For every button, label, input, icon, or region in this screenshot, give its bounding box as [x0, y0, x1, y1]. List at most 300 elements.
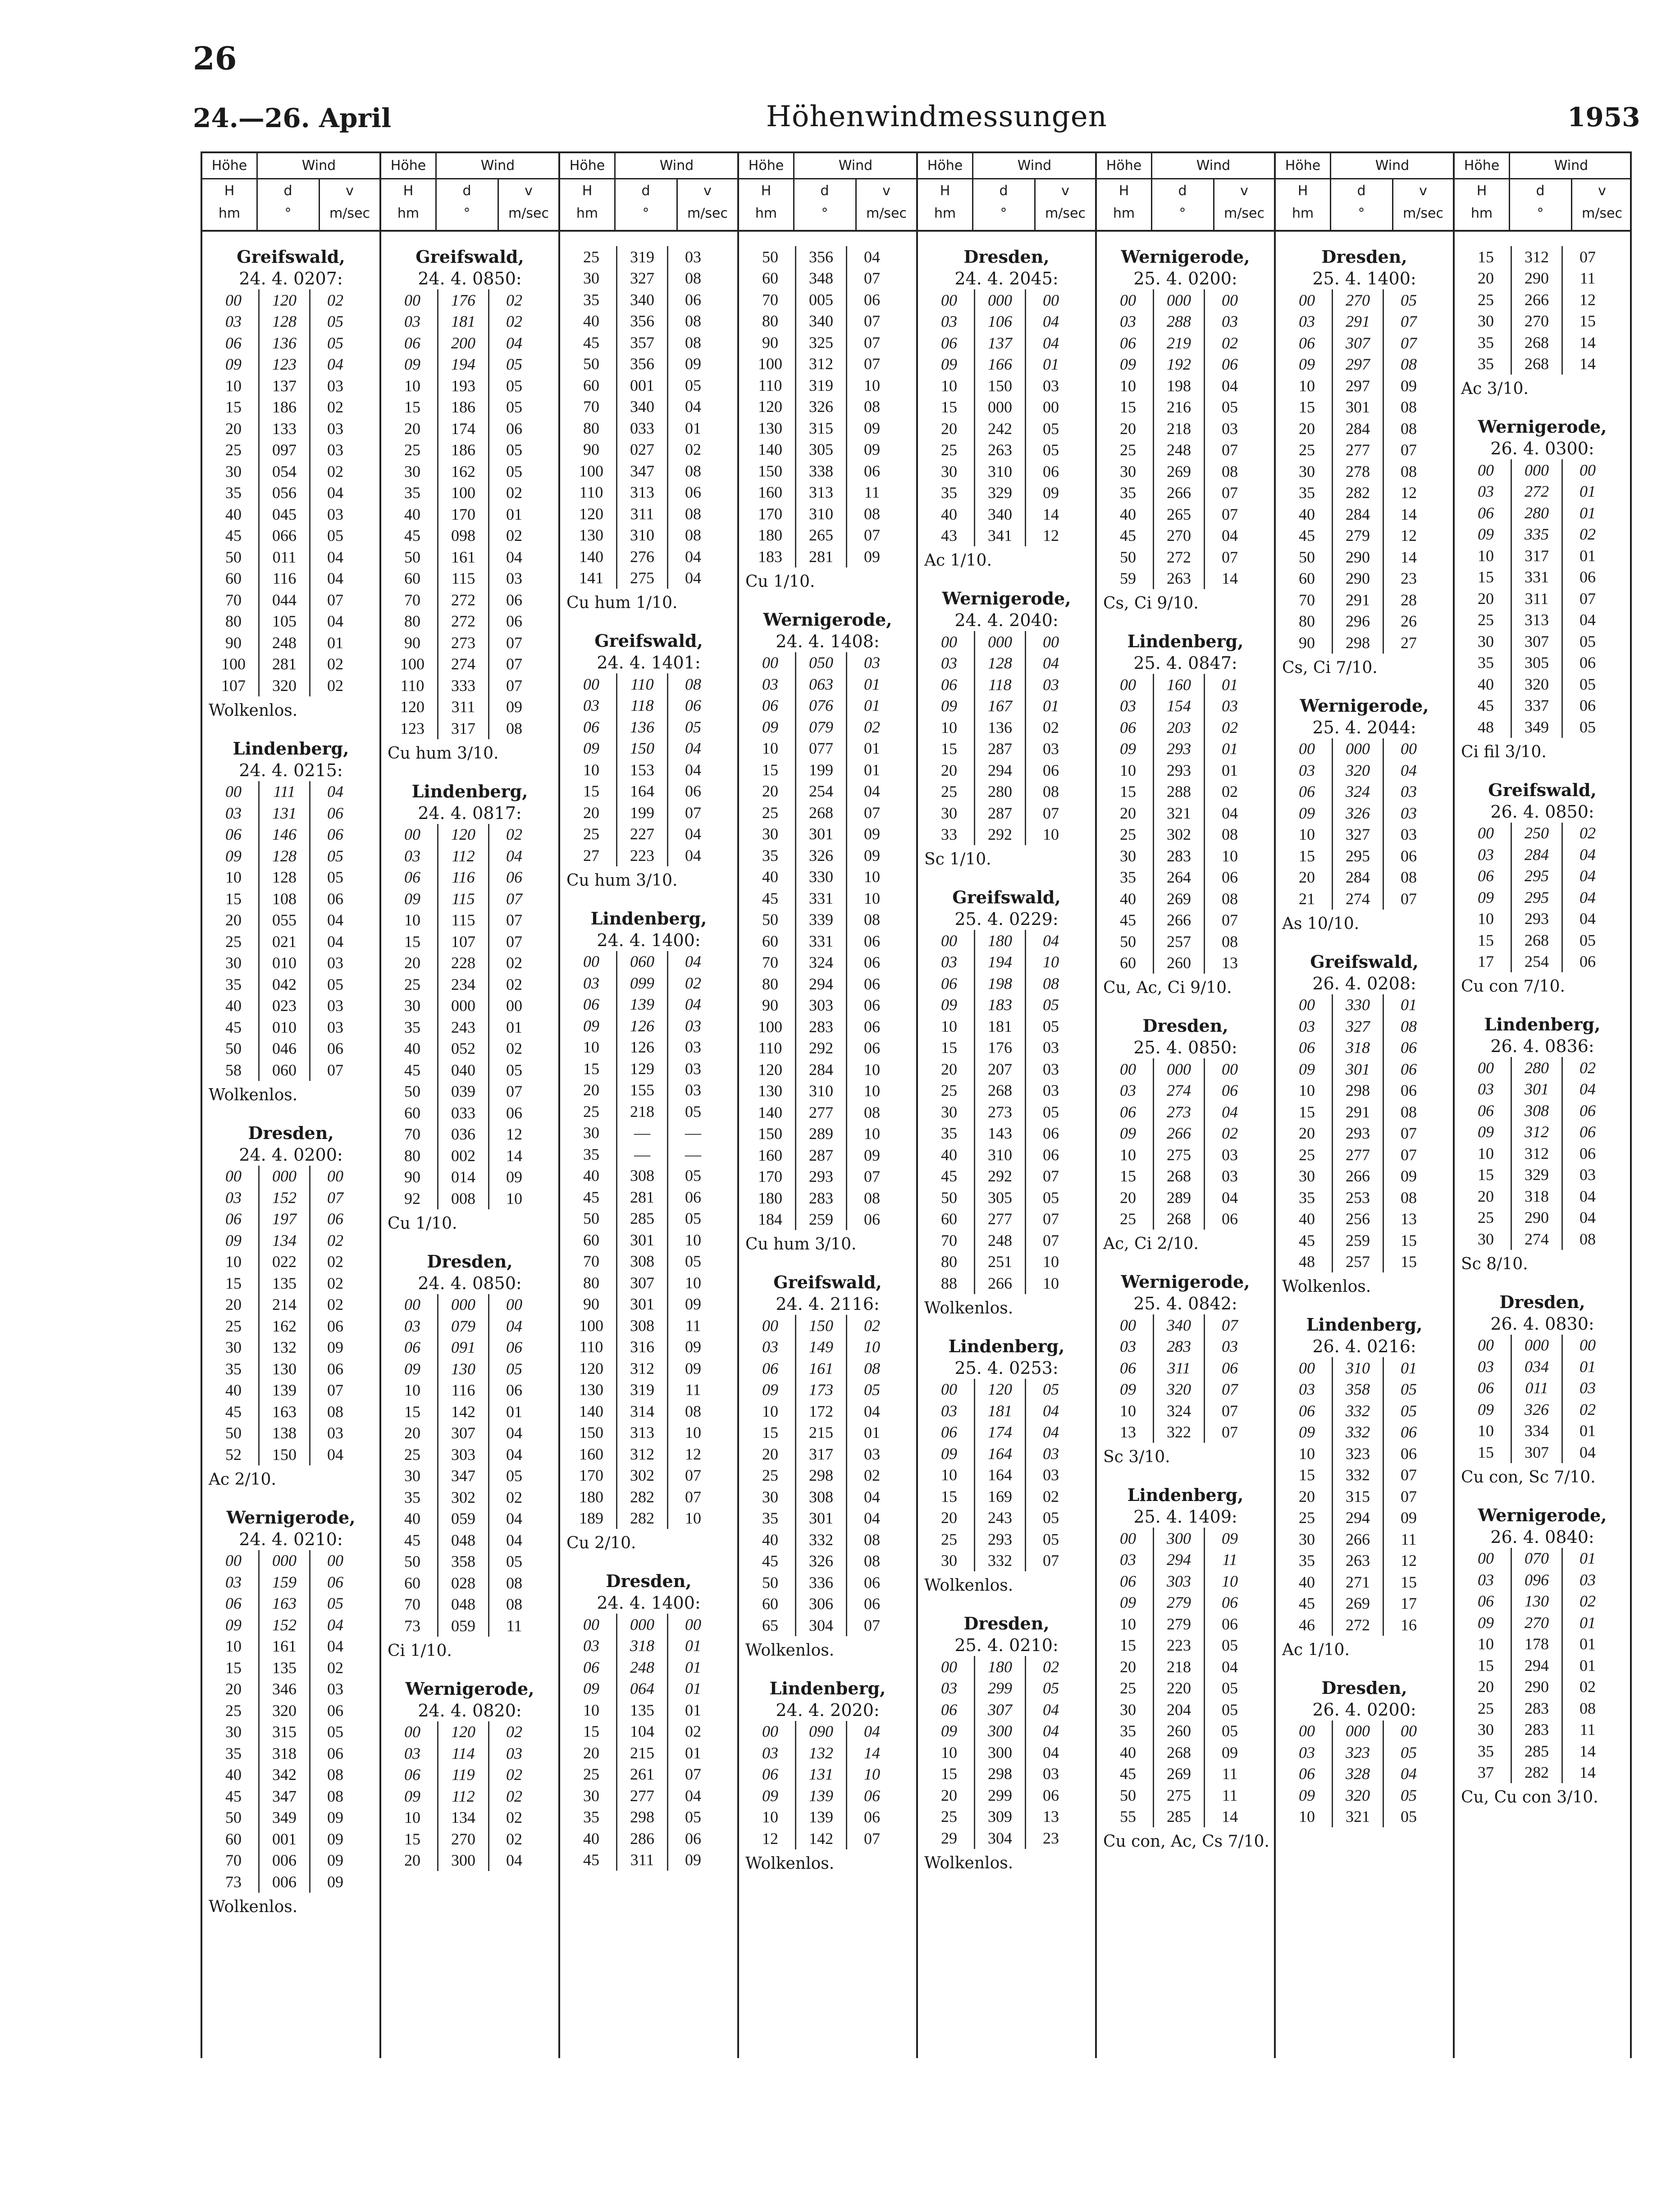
table-row	[566, 1379, 718, 1401]
table-row	[566, 1208, 718, 1230]
height-cell: 09	[924, 994, 975, 1016]
direction-cell: 008	[438, 1188, 489, 1209]
direction-cell: 266	[975, 1272, 1026, 1294]
table-row	[566, 1358, 718, 1379]
height-cell: 15	[388, 397, 438, 418]
direction-cell: 261	[617, 1764, 668, 1785]
table-row	[388, 332, 539, 354]
speed-cell: 08	[327, 1766, 343, 1784]
direction-cell: 138	[259, 1423, 310, 1444]
table-row	[1103, 1080, 1255, 1102]
direction-cell: 288	[1154, 781, 1205, 803]
station-name: Dresden,	[1321, 1677, 1407, 1698]
direction-cell: 199	[617, 802, 668, 824]
direction-cell: 332	[796, 1529, 847, 1551]
direction-cell: 292	[796, 1038, 847, 1059]
table-row	[745, 1615, 897, 1636]
direction-cell: 176	[975, 1037, 1026, 1059]
height-cell: 50	[388, 546, 438, 568]
direction-cell: 000	[259, 1166, 310, 1187]
height-cell: 00	[388, 289, 438, 311]
height-cell: 30	[1282, 1166, 1333, 1187]
table-row	[924, 674, 1076, 695]
cloud-remark: Sc 3/10.	[1103, 1448, 1170, 1466]
speed-cell: 23	[1043, 1829, 1059, 1847]
speed-cell: 11	[506, 1616, 522, 1635]
direction-cell: 172	[796, 1400, 847, 1422]
direction-cell: 143	[975, 1123, 1026, 1144]
height-cell: 10	[388, 1380, 438, 1401]
table-row	[388, 1764, 539, 1786]
table-row	[745, 1123, 897, 1145]
speed-cell: 11	[1580, 269, 1596, 288]
direction-cell: 126	[617, 1015, 668, 1037]
direction-cell: 194	[975, 952, 1026, 973]
table-row	[924, 1400, 1076, 1422]
direction-cell: 076	[796, 695, 847, 717]
height-cell: 33	[924, 824, 975, 846]
header-h: H	[940, 183, 950, 199]
speed-cell: 01	[1580, 546, 1596, 565]
direction-cell: 325	[796, 332, 847, 353]
speed-cell: 11	[685, 1381, 701, 1399]
height-cell: 50	[209, 546, 259, 568]
data-column	[379, 151, 558, 2058]
table-row	[388, 611, 539, 632]
table-row	[209, 654, 360, 675]
table-row	[566, 311, 718, 332]
direction-cell: 033	[617, 417, 668, 439]
direction-cell: 310	[796, 1080, 847, 1102]
direction-cell: 180	[975, 930, 1026, 952]
table-row	[1461, 716, 1612, 738]
height-cell: 80	[209, 611, 259, 632]
height-cell: 15	[1461, 1441, 1511, 1463]
table-row	[388, 1081, 539, 1103]
direction-cell: 319	[617, 246, 668, 268]
direction-cell: 266	[1154, 1123, 1205, 1144]
station-time: 25. 4. 0210:	[954, 1635, 1059, 1655]
direction-cell: 311	[617, 503, 668, 525]
table-row	[1103, 418, 1255, 439]
speed-cell: 06	[685, 1829, 701, 1848]
measurement-table	[1282, 994, 1433, 1273]
height-cell: 35	[388, 482, 438, 504]
measurement-table	[745, 246, 897, 567]
direction-cell: 273	[1154, 1101, 1205, 1123]
cloud-remark: Cu 1/10.	[388, 1214, 457, 1233]
speed-cell: 05	[506, 441, 522, 459]
table-row	[1282, 289, 1433, 311]
speed-cell: 05	[327, 334, 343, 352]
station-time: 25. 4. 2044:	[1312, 717, 1416, 737]
table-row	[1103, 867, 1255, 888]
height-cell: 00	[566, 1614, 617, 1635]
height-cell: 45	[745, 1551, 796, 1572]
header-divider	[1097, 178, 1274, 179]
table-row	[566, 375, 718, 396]
height-cell: 107	[209, 675, 259, 696]
height-cell: 09	[1103, 1123, 1154, 1144]
direction-cell: 312	[796, 353, 847, 375]
header-msec: m/sec	[1403, 206, 1443, 221]
station-title	[918, 246, 1095, 289]
direction-cell: 298	[1333, 632, 1383, 654]
height-cell: 20	[924, 1784, 975, 1806]
height-cell: 90	[388, 632, 438, 654]
speed-cell: 05	[506, 1061, 522, 1079]
speed-cell: 03	[327, 1018, 343, 1036]
direction-cell: 326	[796, 845, 847, 866]
speed-cell: 02	[1222, 334, 1238, 352]
direction-cell: 270	[1511, 311, 1562, 332]
station-title	[1455, 1014, 1630, 1057]
table-row	[1282, 1101, 1433, 1123]
speed-cell: 03	[1222, 697, 1238, 715]
table-row	[1461, 524, 1612, 545]
table-row	[745, 824, 897, 845]
speed-cell: 05	[1222, 1679, 1238, 1698]
height-cell: 50	[388, 1551, 438, 1573]
speed-cell: 08	[685, 269, 701, 288]
table-row	[566, 972, 718, 994]
speed-cell: 02	[1222, 1124, 1238, 1143]
direction-cell: 070	[1511, 1548, 1562, 1569]
speed-cell: 09	[1222, 1529, 1238, 1547]
measurement-table	[924, 1656, 1076, 1849]
speed-cell: 10	[1043, 1253, 1059, 1271]
speed-cell: 05	[1580, 718, 1596, 736]
table-row	[388, 1124, 539, 1145]
direction-cell: 358	[438, 1551, 489, 1573]
cloud-remark: Cu hum 3/10.	[745, 1235, 857, 1254]
height-cell: 35	[1461, 332, 1511, 353]
table-row	[924, 1058, 1076, 1080]
direction-cell: 263	[975, 439, 1026, 461]
height-cell: 100	[388, 654, 438, 675]
height-cell: 160	[745, 482, 796, 503]
direction-cell: 266	[1333, 1528, 1383, 1550]
speed-cell: 04	[685, 398, 701, 416]
header-divider	[1455, 178, 1630, 179]
speed-cell: 01	[1222, 761, 1238, 779]
height-cell: 20	[1282, 418, 1333, 439]
speed-cell: 02	[1043, 718, 1059, 737]
header-h: H	[582, 183, 593, 199]
measurement-table	[388, 289, 539, 739]
height-cell: 80	[566, 1272, 617, 1294]
table-row	[209, 1337, 360, 1359]
height-cell: 06	[924, 332, 975, 354]
speed-cell: 08	[1580, 1230, 1596, 1248]
speed-cell: 08	[506, 1595, 522, 1614]
speed-cell: 10	[1043, 953, 1059, 971]
speed-cell: 00	[1222, 291, 1238, 309]
height-cell: 40	[388, 1508, 438, 1530]
speed-cell: 03	[864, 654, 880, 672]
header-h: H	[1118, 183, 1129, 199]
header-deg: °	[1358, 206, 1365, 221]
speed-cell: 09	[1401, 376, 1417, 395]
cloud-remark: Wolkenlos.	[745, 1641, 835, 1660]
height-cell: 80	[745, 973, 796, 995]
height-cell: 20	[1282, 1486, 1333, 1507]
table-row	[924, 397, 1076, 418]
column-body	[739, 246, 916, 1891]
header-divider	[1330, 153, 1331, 230]
cloud-remark: Ci 1/10.	[388, 1641, 452, 1660]
table-row	[388, 1721, 539, 1743]
table-row	[566, 1101, 718, 1122]
height-cell: 10	[1282, 1080, 1333, 1102]
height-cell: 20	[1282, 867, 1333, 888]
height-cell: 06	[209, 824, 259, 846]
height-cell: 06	[388, 867, 438, 888]
header-divider	[676, 179, 678, 230]
height-cell: 45	[1282, 525, 1333, 547]
station-name: Dresden,	[963, 1613, 1050, 1633]
station-name: Lindenberg,	[1484, 1014, 1601, 1034]
table-row	[388, 1444, 539, 1465]
header-hm: hm	[397, 206, 420, 221]
station-time: 24. 4. 0820:	[418, 1700, 522, 1720]
table-row	[1461, 695, 1612, 717]
speed-cell: 07	[864, 1616, 880, 1634]
direction-cell: 270	[1511, 1612, 1562, 1633]
speed-cell: 02	[1580, 1678, 1596, 1696]
direction-cell: 297	[1333, 375, 1383, 397]
speed-cell: 00	[1043, 632, 1059, 651]
direction-cell: 115	[438, 910, 489, 931]
height-cell: 00	[924, 930, 975, 952]
speed-cell: 02	[506, 1039, 522, 1058]
direction-cell: 136	[617, 716, 668, 738]
table-row	[1282, 375, 1433, 397]
speed-cell: 07	[1043, 1551, 1059, 1570]
direction-cell: 002	[438, 1145, 489, 1167]
speed-cell: 02	[327, 655, 343, 673]
table-row	[745, 1742, 897, 1764]
table-row	[209, 439, 360, 461]
height-cell: 03	[388, 1743, 438, 1764]
table-row	[209, 1166, 360, 1187]
height-cell: 30	[1103, 1699, 1154, 1720]
height-cell: 170	[566, 1465, 617, 1487]
speed-cell: 07	[1222, 441, 1238, 459]
speed-cell: 10	[864, 1082, 880, 1100]
table-row	[745, 1166, 897, 1188]
height-cell: 06	[745, 695, 796, 717]
height-cell: 150	[745, 460, 796, 482]
station-time: 24. 4. 2020:	[776, 1700, 880, 1720]
speed-cell: 08	[1401, 462, 1417, 480]
header-divider	[1571, 179, 1572, 230]
height-cell: 10	[924, 375, 975, 397]
table-row	[1103, 1058, 1255, 1080]
height-cell: 25	[1282, 439, 1333, 461]
speed-cell: 06	[327, 1744, 343, 1762]
height-cell: 03	[1282, 1016, 1333, 1037]
speed-cell: 15	[1580, 312, 1596, 330]
height-cell: 13	[1103, 1422, 1154, 1443]
table-row	[924, 1080, 1076, 1102]
height-cell: 52	[209, 1444, 259, 1465]
header-divider	[855, 179, 857, 230]
table-row	[1461, 1164, 1612, 1186]
table-row	[745, 1080, 897, 1102]
height-cell: 30	[924, 1550, 975, 1572]
table-row	[745, 1593, 897, 1615]
height-cell: 03	[1103, 695, 1154, 717]
speed-cell: 06	[1401, 1039, 1417, 1057]
speed-cell: 04	[1043, 1743, 1059, 1762]
speed-cell: 01	[1043, 697, 1059, 715]
height-cell: 45	[566, 332, 617, 353]
speed-cell: 06	[1222, 1593, 1238, 1612]
direction-cell: 163	[259, 1593, 310, 1615]
speed-cell: 14	[1580, 333, 1596, 352]
speed-cell: 05	[685, 718, 701, 736]
direction-cell: 268	[1511, 332, 1562, 353]
table-row	[209, 1828, 360, 1850]
table-row	[1461, 844, 1612, 865]
height-cell: 09	[1282, 354, 1333, 375]
table-row	[924, 1720, 1076, 1742]
direction-cell: 163	[259, 1401, 310, 1423]
table-row	[1103, 1166, 1255, 1187]
height-cell: 30	[745, 824, 796, 845]
table-row	[566, 994, 718, 1016]
height-cell: 20	[209, 1679, 259, 1700]
table-row	[745, 1059, 897, 1080]
speed-cell: 01	[685, 1701, 701, 1719]
table-row	[209, 888, 360, 910]
speed-cell: 05	[685, 1102, 701, 1121]
speed-cell: 09	[327, 1808, 343, 1827]
speed-cell: 04	[1222, 1657, 1238, 1676]
table-row	[1282, 1464, 1433, 1486]
height-cell: 10	[209, 375, 259, 397]
height-cell: 35	[1103, 867, 1154, 888]
table-row	[1103, 375, 1255, 397]
header-wind: Wind	[1375, 158, 1410, 174]
table-row	[388, 589, 539, 611]
height-cell: 30	[1282, 1528, 1333, 1550]
direction-cell: 310	[796, 503, 847, 525]
speed-cell: 06	[1222, 868, 1238, 887]
speed-cell: 06	[327, 804, 343, 822]
speed-cell: 04	[1043, 931, 1059, 950]
height-cell: 06	[1282, 1400, 1333, 1422]
height-cell: 10	[924, 1016, 975, 1037]
height-cell: 09	[1461, 887, 1511, 908]
direction-cell: 282	[1333, 482, 1383, 504]
height-cell: 06	[745, 1358, 796, 1379]
table-row	[1282, 1806, 1433, 1828]
height-cell: 48	[1461, 716, 1511, 738]
direction-cell: 293	[1511, 908, 1562, 930]
height-cell: 50	[209, 1423, 259, 1444]
height-cell: 00	[1461, 823, 1511, 844]
header-msec: m/sec	[1224, 206, 1265, 221]
height-cell: 35	[924, 1123, 975, 1144]
height-cell: 140	[745, 439, 796, 461]
speed-cell: 09	[864, 440, 880, 459]
speed-cell: 15	[1401, 1231, 1417, 1249]
direction-cell: 045	[259, 503, 310, 525]
direction-cell: 133	[259, 418, 310, 439]
height-cell: 35	[388, 1487, 438, 1508]
table-row	[924, 973, 1076, 994]
direction-cell: 273	[438, 632, 489, 654]
speed-cell: 08	[685, 504, 701, 523]
height-cell: 110	[745, 1038, 796, 1059]
station-name: Lindenberg,	[769, 1678, 886, 1698]
speed-cell: 07	[1401, 1487, 1417, 1505]
height-cell: 45	[388, 525, 438, 547]
speed-cell: 05	[864, 1381, 880, 1399]
direction-cell: 000	[259, 1550, 310, 1572]
direction-cell: 248	[617, 1656, 668, 1678]
height-cell: 170	[745, 1166, 796, 1188]
height-cell: 10	[209, 1251, 259, 1273]
table-row	[1461, 1569, 1612, 1591]
direction-cell: 268	[1154, 1742, 1205, 1763]
table-row	[1103, 503, 1255, 525]
speed-cell: 14	[864, 1743, 880, 1762]
table-row	[1282, 1443, 1433, 1464]
direction-cell: 036	[438, 1124, 489, 1145]
direction-cell: 100	[438, 482, 489, 504]
table-row	[388, 1294, 539, 1316]
table-row	[566, 1251, 718, 1272]
height-cell: 25	[566, 1764, 617, 1785]
direction-cell: 322	[1154, 1422, 1205, 1443]
table-row	[209, 568, 360, 590]
speed-cell: 05	[506, 398, 522, 416]
table-row	[388, 632, 539, 654]
height-cell: 06	[388, 1337, 438, 1359]
table-row	[566, 482, 718, 503]
direction-cell: 310	[975, 1144, 1026, 1166]
speed-cell: 04	[1401, 761, 1417, 779]
table-row	[1282, 824, 1433, 846]
direction-cell: 285	[1511, 1740, 1562, 1762]
speed-cell: 04	[1580, 867, 1596, 885]
table-row	[1103, 910, 1255, 931]
table-row	[1461, 1612, 1612, 1633]
speed-cell: 04	[1043, 334, 1059, 352]
table-row	[209, 1251, 360, 1273]
speed-cell: 08	[864, 1530, 880, 1549]
direction-cell: 303	[796, 995, 847, 1016]
direction-cell: 150	[617, 738, 668, 760]
measurement-table	[1103, 1528, 1255, 1827]
speed-cell: 05	[327, 868, 343, 887]
station-title	[1455, 779, 1630, 823]
speed-cell: 02	[506, 954, 522, 972]
height-cell: 40	[745, 1529, 796, 1551]
table-row	[209, 952, 360, 974]
table-row	[1103, 1208, 1255, 1230]
direction-cell: 330	[1333, 994, 1383, 1016]
height-cell: 15	[388, 1401, 438, 1423]
table-row	[388, 461, 539, 482]
table-row	[209, 546, 360, 568]
cloud-remark: Ac 1/10.	[924, 551, 992, 570]
header-d: d	[820, 183, 829, 199]
height-cell: 70	[566, 396, 617, 418]
